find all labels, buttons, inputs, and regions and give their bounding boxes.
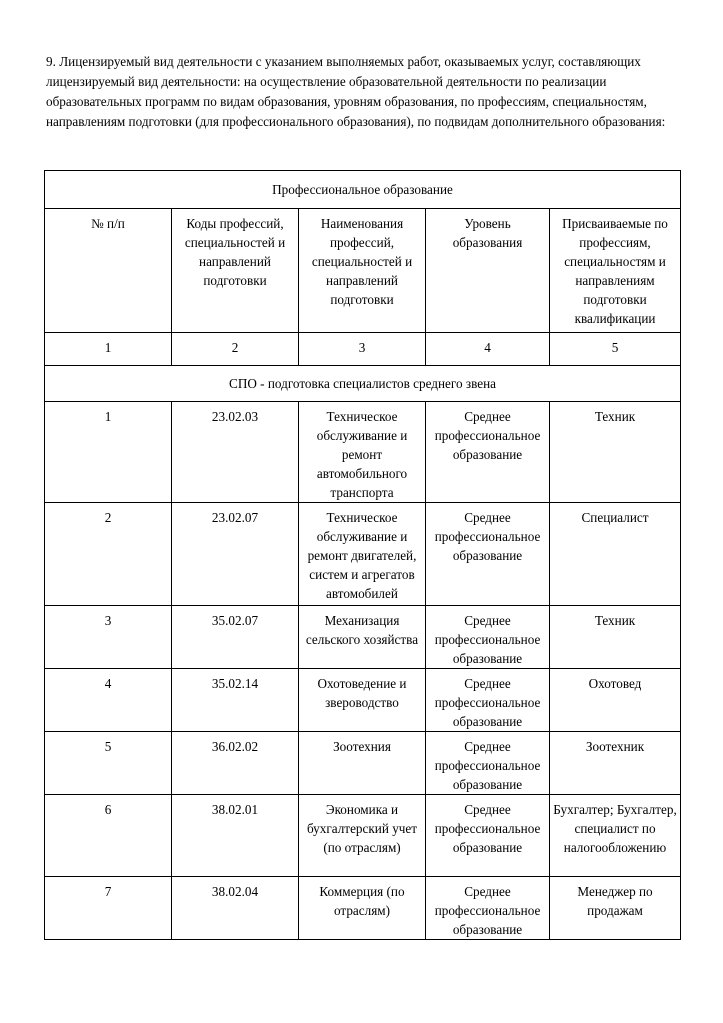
- column-number: 5: [550, 333, 681, 366]
- row-level: Среднее профессиональное образование: [426, 732, 550, 795]
- row-name: Охотоведение и звероводство: [299, 669, 426, 732]
- table-row: [45, 606, 681, 669]
- row-name: Механизация сельского хозяйства: [299, 606, 426, 669]
- header-number: № п/п: [45, 209, 172, 333]
- row-level: Среднее профессиональное образование: [426, 606, 550, 669]
- row-number: 2: [45, 503, 172, 606]
- column-number: 1: [45, 333, 172, 366]
- header-level: Уровень образования: [426, 209, 550, 333]
- row-code: 38.02.04: [172, 877, 299, 940]
- row-qualification: Зоотехник: [550, 732, 681, 795]
- row-code: 38.02.01: [172, 795, 299, 877]
- table-row: [45, 732, 681, 795]
- table-row: [45, 503, 681, 606]
- row-code: 23.02.03: [172, 402, 299, 503]
- row-level: Среднее профессиональное образование: [426, 669, 550, 732]
- column-number: 3: [299, 333, 426, 366]
- table-title: Профессиональное образование: [45, 171, 681, 209]
- table-row: [45, 877, 681, 940]
- intro-paragraph: 9. Лицензируемый вид деятельности с указанием выполняемых работ, оказываемых услуг, составляющих лицензируемый вид деятельности: на осуществление образовательной деятельности по реализации образовательных программ по видам образования, уровням образования, по профессиям, специальностям, направлениям подготовки (для профессионального образования), по подвидам дополнительного образования:: [46, 54, 666, 129]
- row-number: 5: [45, 732, 172, 795]
- table-title-row: [45, 171, 681, 209]
- table-row: [45, 402, 681, 503]
- row-name: Техническое обслуживание и ремонт автомобильного транспорта: [299, 402, 426, 503]
- row-qualification: Менеджер по продажам: [550, 877, 681, 940]
- row-level: Среднее профессиональное образование: [426, 795, 550, 877]
- row-qualification: Бухгалтер; Бухгалтер, специалист по налогообложению: [550, 795, 681, 877]
- header-codes: Коды профессий, специальностей и направлений подготовки: [172, 209, 299, 333]
- row-qualification: Техник: [550, 402, 681, 503]
- row-code: 35.02.07: [172, 606, 299, 669]
- header-row: [45, 209, 681, 333]
- header-names: Наименования профессий, специальностей и направлений подготовки: [299, 209, 426, 333]
- row-number: 6: [45, 795, 172, 877]
- column-number-row: [45, 333, 681, 366]
- row-level: Среднее профессиональное образование: [426, 503, 550, 606]
- row-number: 4: [45, 669, 172, 732]
- row-level: Среднее профессиональное образование: [426, 877, 550, 940]
- row-name: Зоотехния: [299, 732, 426, 795]
- row-name: Коммерция (по отраслям): [299, 877, 426, 940]
- row-code: 23.02.07: [172, 503, 299, 606]
- row-name: Экономика и бухгалтерский учет (по отраслям): [299, 795, 426, 877]
- row-name: Техническое обслуживание и ремонт двигателей, систем и агрегатов автомобилей: [299, 503, 426, 606]
- row-number: 1: [45, 402, 172, 503]
- row-level: Среднее профессиональное образование: [426, 402, 550, 503]
- section-row: [45, 366, 681, 402]
- row-number: 7: [45, 877, 172, 940]
- row-number: 3: [45, 606, 172, 669]
- row-code: 35.02.14: [172, 669, 299, 732]
- license-table: [44, 170, 681, 940]
- header-qualification: Присваиваемые по профессиям, специальностям и направлениям подготовки квалификации: [550, 209, 681, 333]
- row-qualification: Охотовед: [550, 669, 681, 732]
- table-row: [45, 795, 681, 877]
- row-qualification: Специалист: [550, 503, 681, 606]
- row-code: 36.02.02: [172, 732, 299, 795]
- table-row: [45, 669, 681, 732]
- section-title: СПО - подготовка специалистов среднего звена: [45, 366, 681, 402]
- column-number: 4: [426, 333, 550, 366]
- row-qualification: Техник: [550, 606, 681, 669]
- column-number: 2: [172, 333, 299, 366]
